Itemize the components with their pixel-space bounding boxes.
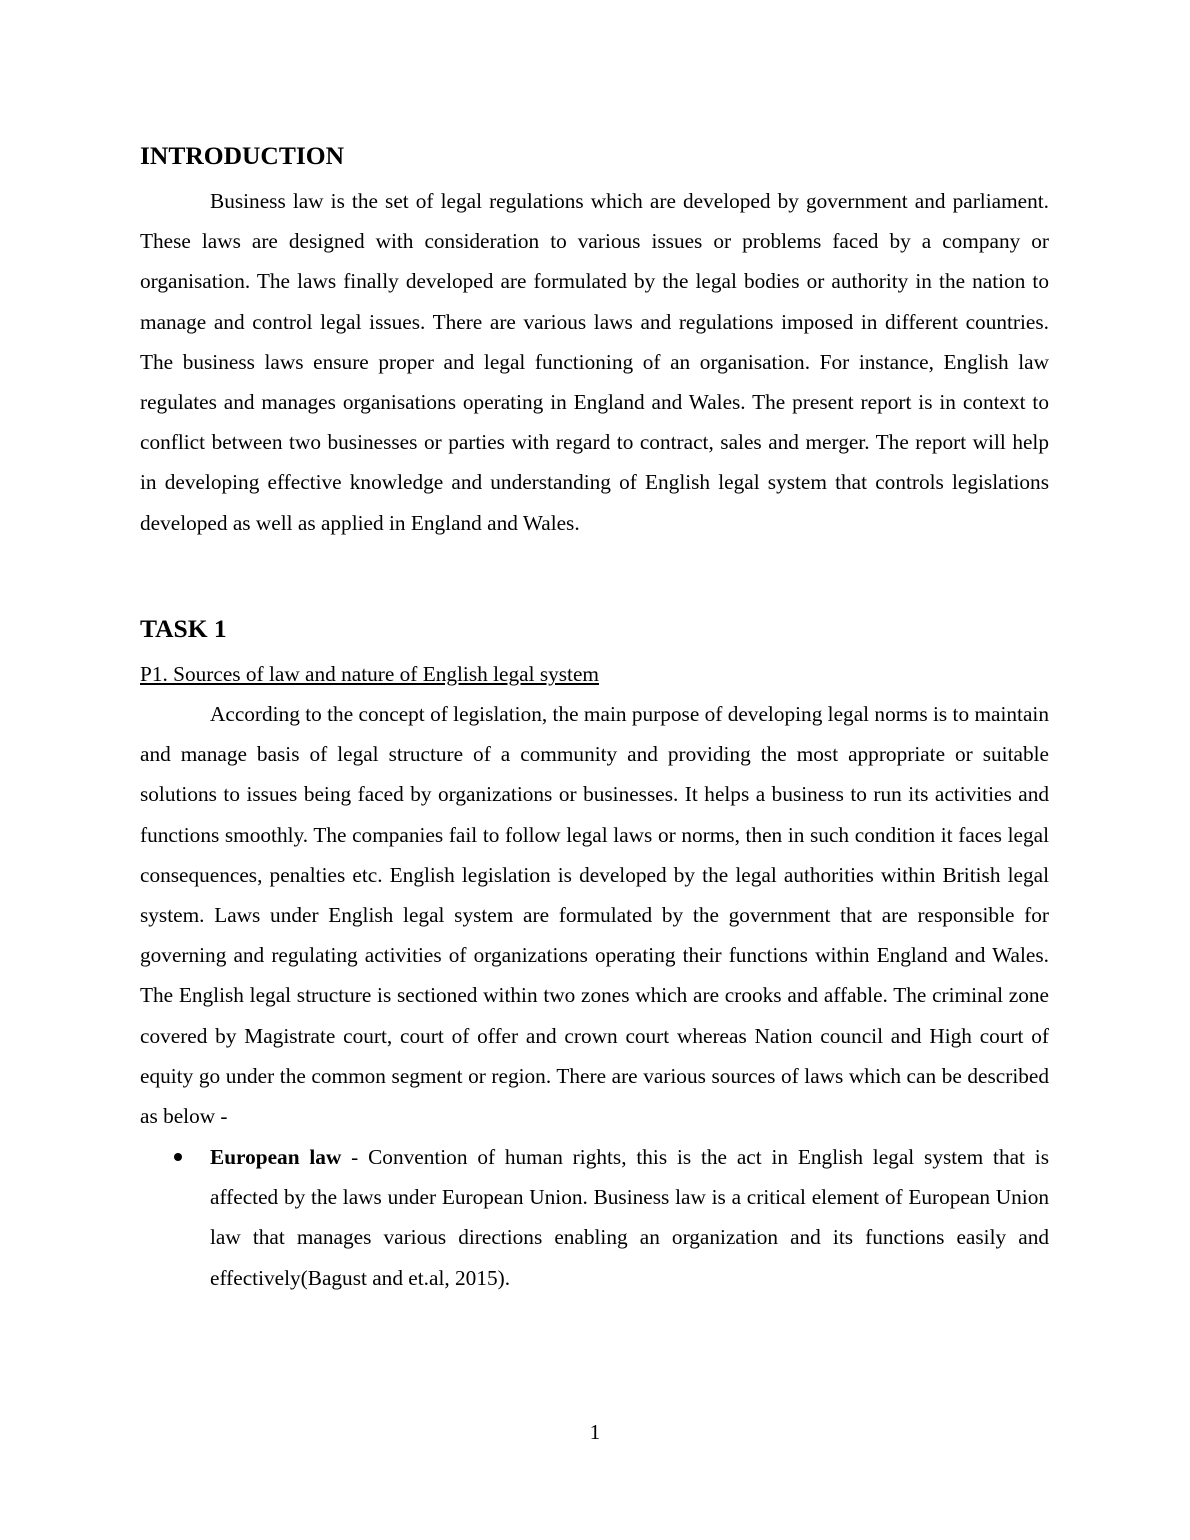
list-item <box>140 1137 1049 1298</box>
section-subheading: P1. Sources of law and nature of English legal system <box>140 662 599 686</box>
task-paragraph: According to the concept of legislation, the main purpose of developing legal norms is to maintain and manage basis of legal structure of a community and providing the most appropriate or suitable solutions to issues being faced by organizations or businesses. It helps a business to run its activities and functions smoothly. The companies fail to follow legal laws or norms, then in such condition it faces legal consequences, penalties etc. English legislation is developed by the legal authorities within British legal system. Laws under English legal system are formulated by the government that are responsible for governing and regulating activities of organizations operating their functions within England and Wales. The English legal structure is sectioned within two zones which are crooks and affable. The criminal zone covered by Magistrate court, court of offer and crown court whereas Nation council and High court of equity go under the common segment or region. There are various sources of laws which can be described as below - <box>140 702 1049 1129</box>
sources-of-law-list <box>140 1137 1049 1298</box>
bullet-icon <box>174 1153 182 1161</box>
bullet-term: European law <box>210 1145 342 1169</box>
introduction-heading: INTRODUCTION <box>140 141 345 170</box>
bullet-text: - Convention of human rights, this is the act in English legal system that is affected by the laws under European Union. Business law is a critical element of European Union law that manages various directions enabling an organization and its functions easily and effectively(Bagust and et.al, 2015). <box>210 1145 1049 1290</box>
task-heading: TASK 1 <box>140 614 227 643</box>
introduction-paragraph: Business law is the set of legal regulations which are developed by government and parliament. These laws are designed with consideration to various issues or problems faced by a company or organisation. The laws finally developed are formulated by the legal bodies or authority in the nation to manage and control legal issues. There are various laws and regulations imposed in different countries. The business laws ensure proper and legal functioning of an organisation. For instance, English law regulates and manages organisations operating in England and Wales. The present report is in context to conflict between two businesses or parties with regard to contract, sales and merger. The report will help in developing effective knowledge and understanding of English legal system that controls legislations developed as well as applied in England and Wales. <box>140 189 1049 535</box>
page-number: 1 <box>589 1420 601 1444</box>
